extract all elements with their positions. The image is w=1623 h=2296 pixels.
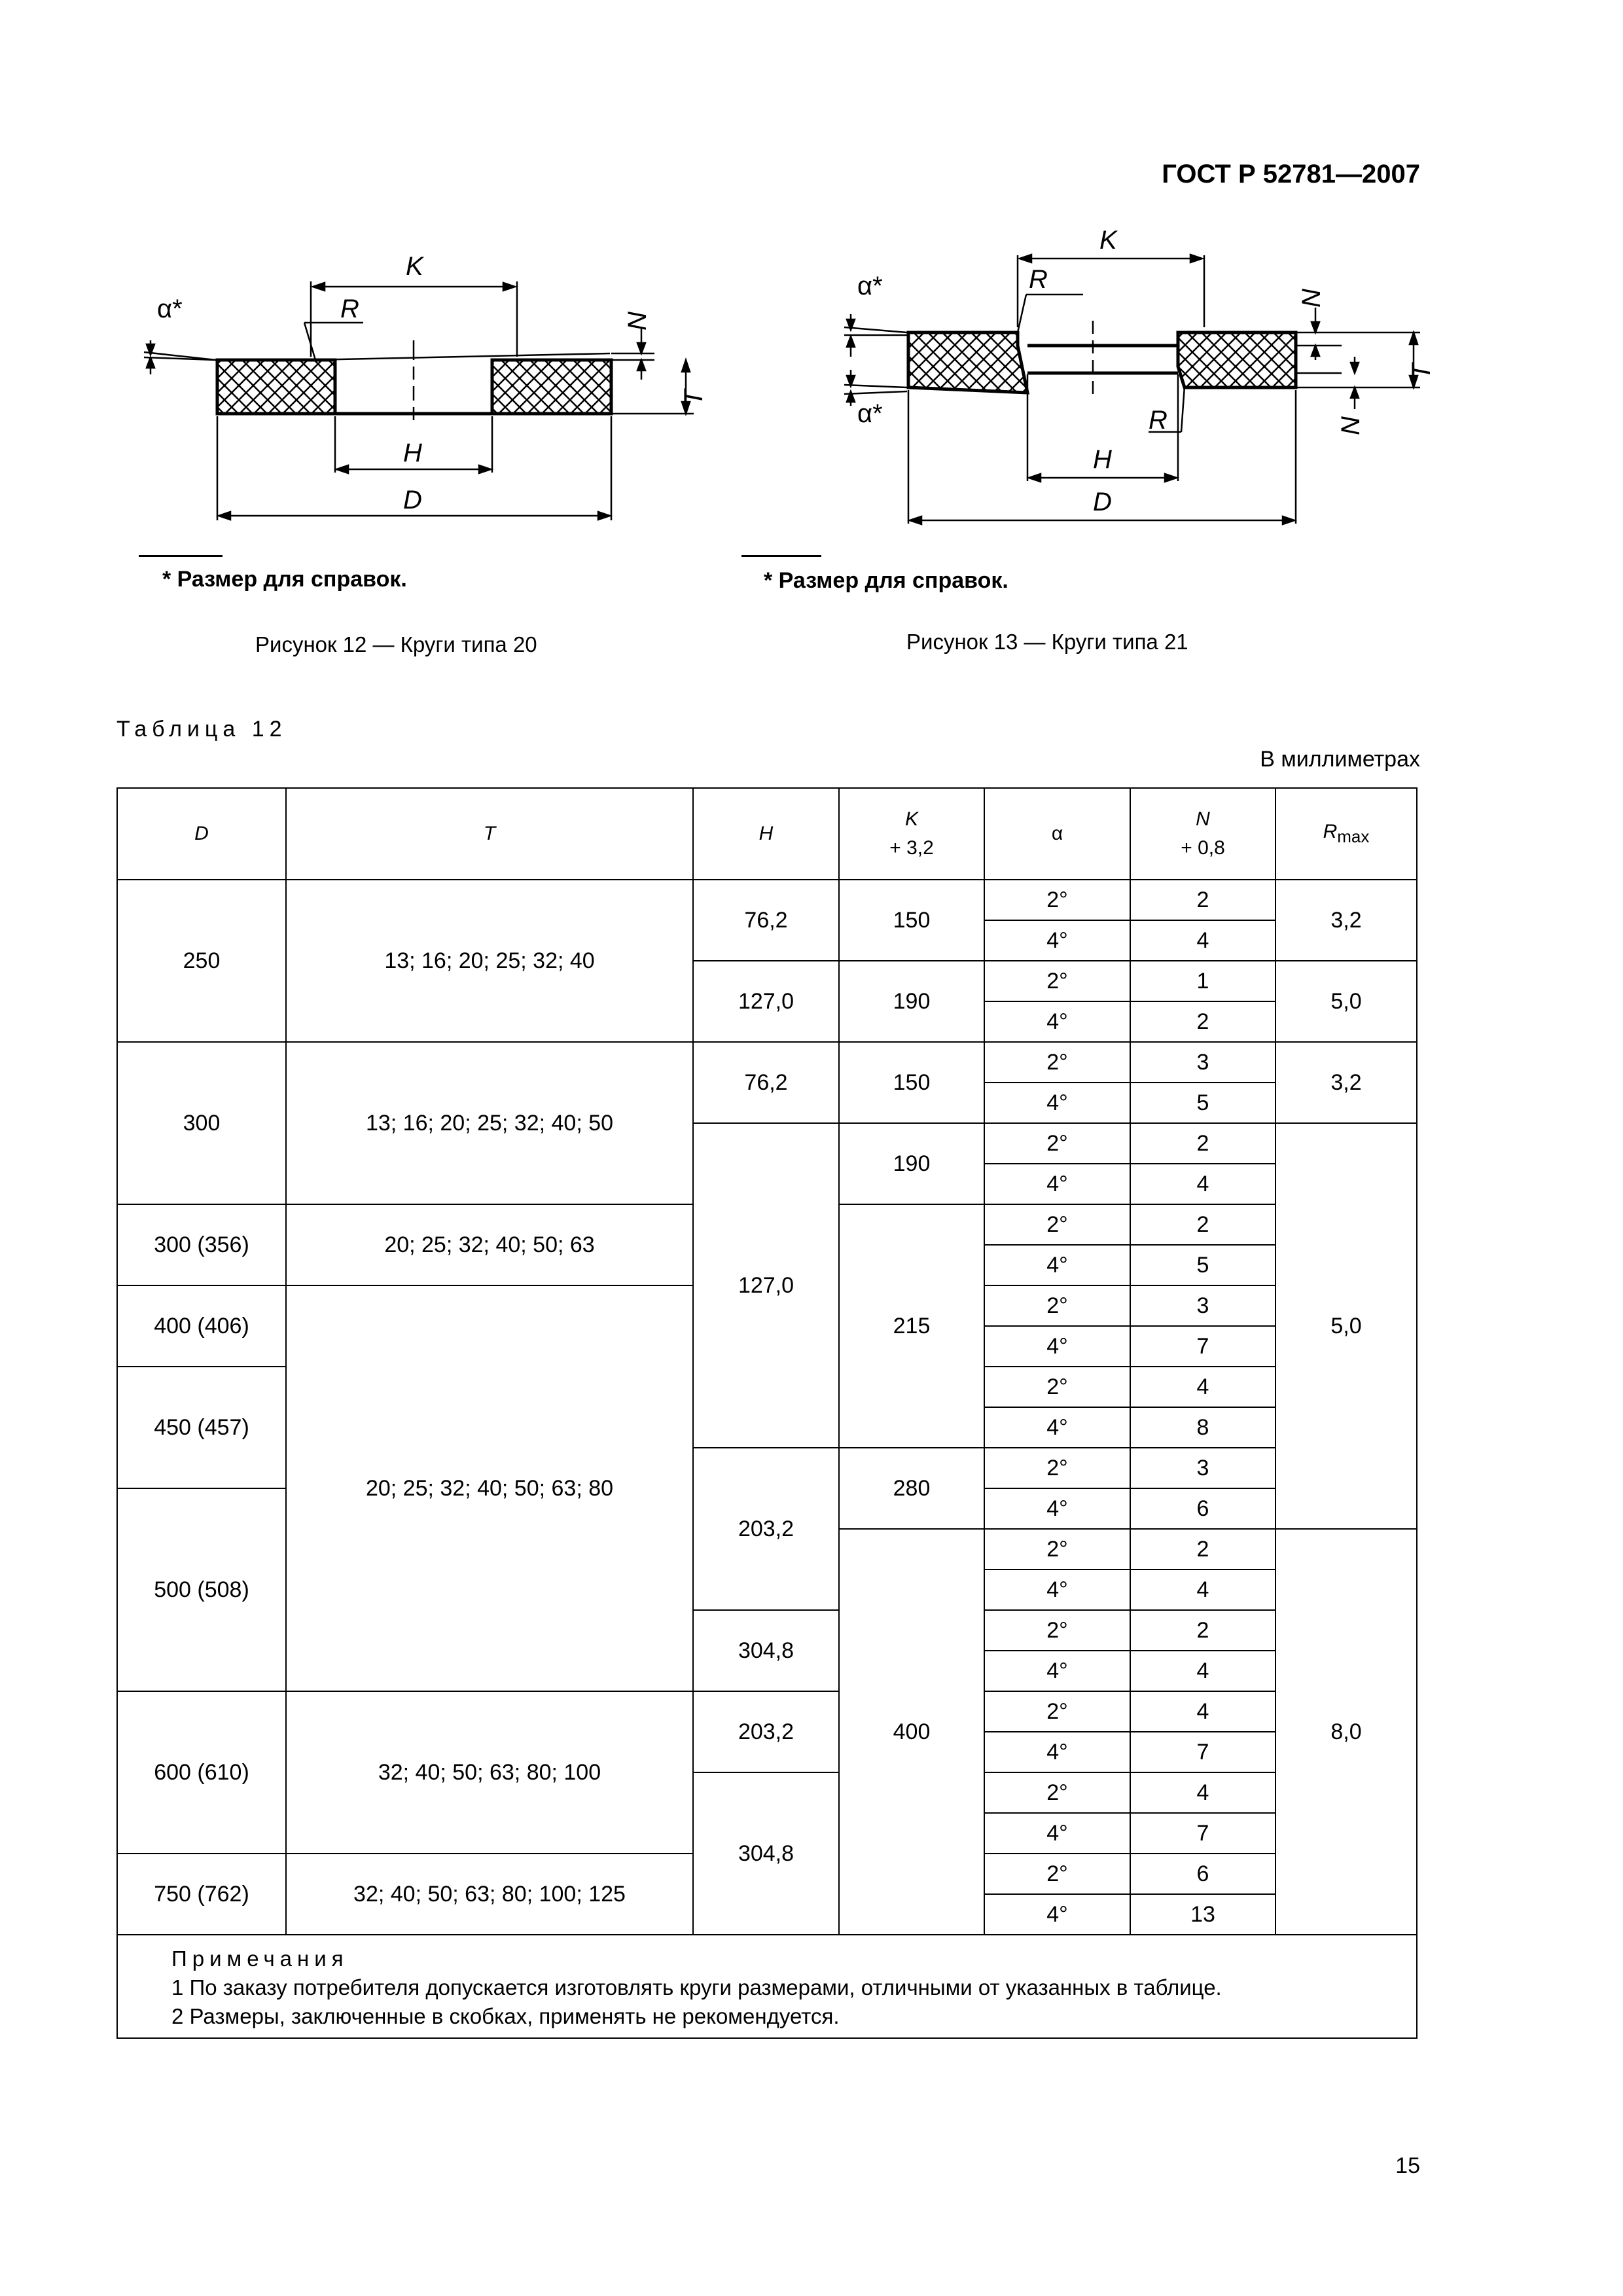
table-notes [117, 1935, 1417, 2038]
cell-h: 304,8 [693, 1610, 839, 1691]
cell-k: 150 [839, 1042, 984, 1123]
cell-n: 3 [1130, 1042, 1275, 1083]
cell-n: 13 [1130, 1894, 1275, 1935]
fig13-label-r-top: R [1029, 265, 1048, 294]
cell-h: 127,0 [693, 1123, 839, 1448]
cell-k: 400 [839, 1529, 984, 1935]
table-row [117, 880, 1417, 920]
cell-rmax: 3,2 [1275, 880, 1417, 961]
cell-n: 2 [1130, 1610, 1275, 1651]
fig13-label-k: K [1099, 226, 1117, 255]
cell-k: 150 [839, 880, 984, 961]
fig12-label-d: D [403, 486, 422, 514]
cell-n: 2 [1130, 1001, 1275, 1042]
fig13-footnote-rule [741, 555, 821, 557]
cell-k: 190 [839, 961, 984, 1042]
cell-rmax: 3,2 [1275, 1042, 1417, 1123]
cell-n: 2 [1130, 1529, 1275, 1570]
cell-n: 5 [1130, 1245, 1275, 1285]
cell-d: 300 [117, 1042, 286, 1204]
header-n: N + 0,8 [1130, 788, 1275, 880]
cell-t: 32; 40; 50; 63; 80; 100; 125 [286, 1854, 693, 1935]
fig12-footnote-rule [139, 555, 223, 557]
cell-h: 304,8 [693, 1772, 839, 1935]
cell-h: 76,2 [693, 880, 839, 961]
cell-alpha: 4° [984, 1001, 1130, 1042]
figure-12-drawing [131, 249, 720, 550]
cell-alpha: 4° [984, 920, 1130, 961]
cell-alpha: 4° [984, 1407, 1130, 1448]
cell-alpha: 2° [984, 1691, 1130, 1732]
fig12-label-t: T [679, 389, 708, 406]
cell-alpha: 4° [984, 1245, 1130, 1285]
cell-alpha: 2° [984, 1529, 1130, 1570]
cell-d: 450 (457) [117, 1367, 286, 1488]
notes-title: Примечания [171, 1946, 349, 1971]
cell-h: 203,2 [693, 1448, 839, 1610]
cell-k: 190 [839, 1123, 984, 1204]
cell-n: 5 [1130, 1083, 1275, 1123]
cell-n: 6 [1130, 1488, 1275, 1529]
cell-alpha: 2° [984, 880, 1130, 920]
cell-n: 4 [1130, 1570, 1275, 1610]
fig13-label-r-bottom: R [1149, 406, 1168, 435]
cell-n: 3 [1130, 1285, 1275, 1326]
cell-n: 4 [1130, 920, 1275, 961]
document-header: ГОСТ Р 52781—2007 [1162, 160, 1420, 188]
fig13-label-n-top: N [1297, 289, 1326, 308]
cell-alpha: 2° [984, 1448, 1130, 1488]
table-row [117, 1042, 1417, 1083]
cell-alpha: 2° [984, 1610, 1130, 1651]
note-item: 1 По заказу потребителя допускается изготовлять круги размерами, отличными от указанных в таблице. [171, 1975, 1222, 2000]
header-rmax: $R_{max}$ [1275, 788, 1417, 880]
cell-alpha: 2° [984, 1042, 1130, 1083]
cell-n: 7 [1130, 1732, 1275, 1772]
cell-alpha: 2° [984, 1285, 1130, 1326]
fig13-label-d: D [1093, 488, 1112, 516]
cell-n: 1 [1130, 961, 1275, 1001]
fig13-label-alpha-bottom: α* [857, 399, 883, 428]
cell-n: 2 [1130, 1123, 1275, 1164]
fig13-caption: Рисунок 13 — Круги типа 21 [906, 630, 1188, 654]
cell-n: 2 [1130, 880, 1275, 920]
cell-rmax: 5,0 [1275, 961, 1417, 1042]
cell-n: 6 [1130, 1854, 1275, 1894]
table-units: В миллиметрах [1260, 747, 1420, 772]
header-t: T [286, 788, 693, 880]
cell-d: 600 (610) [117, 1691, 286, 1854]
cell-alpha: 2° [984, 961, 1130, 1001]
fig13-label-alpha-top: α* [857, 272, 883, 300]
cell-h: 127,0 [693, 961, 839, 1042]
fig13-footnote: * Размер для справок. [764, 568, 1008, 593]
figure-13-drawing [818, 223, 1459, 550]
cell-t: 13; 16; 20; 25; 32; 40; 50 [286, 1042, 693, 1204]
cell-d: 500 (508) [117, 1488, 286, 1691]
cell-alpha: 2° [984, 1367, 1130, 1407]
cell-alpha: 4° [984, 1732, 1130, 1772]
table-label: Таблица 12 [116, 717, 287, 742]
cell-alpha: 4° [984, 1894, 1130, 1935]
cell-k: 215 [839, 1204, 984, 1448]
cell-k: 280 [839, 1448, 984, 1529]
cell-d: 750 (762) [117, 1854, 286, 1935]
cell-rmax: 5,0 [1275, 1123, 1417, 1529]
table-row [117, 1691, 1417, 1732]
fig13-label-h: H [1093, 445, 1112, 474]
cell-t: 32; 40; 50; 63; 80; 100 [286, 1691, 693, 1854]
table-notes-row [117, 1935, 1417, 2038]
cell-t: 20; 25; 32; 40; 50; 63; 80 [286, 1285, 693, 1691]
cell-n: 4 [1130, 1772, 1275, 1813]
dimensions-table [116, 787, 1418, 2039]
table-header-row [117, 788, 1417, 880]
cell-alpha: 2° [984, 1204, 1130, 1245]
note-item: 2 Размеры, заключенные в скобках, применять не рекомендуется. [171, 2004, 840, 2028]
cell-h: 203,2 [693, 1691, 839, 1772]
cell-alpha: 2° [984, 1772, 1130, 1813]
cell-alpha: 4° [984, 1488, 1130, 1529]
cell-alpha: 4° [984, 1326, 1130, 1367]
fig13-label-t: T [1407, 363, 1436, 380]
fig12-caption: Рисунок 12 — Круги типа 20 [255, 632, 537, 656]
cell-n: 4 [1130, 1164, 1275, 1204]
fig12-label-alpha: α* [157, 295, 183, 323]
cell-d: 250 [117, 880, 286, 1042]
cell-alpha: 4° [984, 1651, 1130, 1691]
cell-alpha: 4° [984, 1813, 1130, 1854]
cell-n: 7 [1130, 1326, 1275, 1367]
page-number: 15 [1395, 2153, 1420, 2178]
fig12-label-r: R [340, 295, 359, 323]
fig12-label-k: K [406, 252, 423, 281]
cell-t: 13; 16; 20; 25; 32; 40 [286, 880, 693, 1042]
header-h: H [693, 788, 839, 880]
cell-alpha: 2° [984, 1854, 1130, 1894]
fig12-footnote: * Размер для справок. [162, 567, 407, 592]
cell-t: 20; 25; 32; 40; 50; 63 [286, 1204, 693, 1285]
cell-n: 4 [1130, 1651, 1275, 1691]
fig12-label-h: H [403, 439, 422, 467]
cell-n: 4 [1130, 1367, 1275, 1407]
cell-alpha: 4° [984, 1164, 1130, 1204]
cell-n: 4 [1130, 1691, 1275, 1732]
cell-n: 7 [1130, 1813, 1275, 1854]
cell-n: 3 [1130, 1448, 1275, 1488]
cell-d: 400 (406) [117, 1285, 286, 1367]
header-d: D [117, 788, 286, 880]
fig13-label-n-bottom: N [1336, 416, 1365, 435]
cell-rmax: 8,0 [1275, 1529, 1417, 1935]
cell-h: 76,2 [693, 1042, 839, 1123]
cell-n: 2 [1130, 1204, 1275, 1245]
cell-alpha: 4° [984, 1570, 1130, 1610]
cell-d: 300 (356) [117, 1204, 286, 1285]
header-alpha: α [984, 788, 1130, 880]
header-k: K + 3,2 [839, 788, 984, 880]
cell-n: 8 [1130, 1407, 1275, 1448]
cell-alpha: 4° [984, 1083, 1130, 1123]
cell-alpha: 2° [984, 1123, 1130, 1164]
fig12-label-n: N [623, 312, 652, 331]
